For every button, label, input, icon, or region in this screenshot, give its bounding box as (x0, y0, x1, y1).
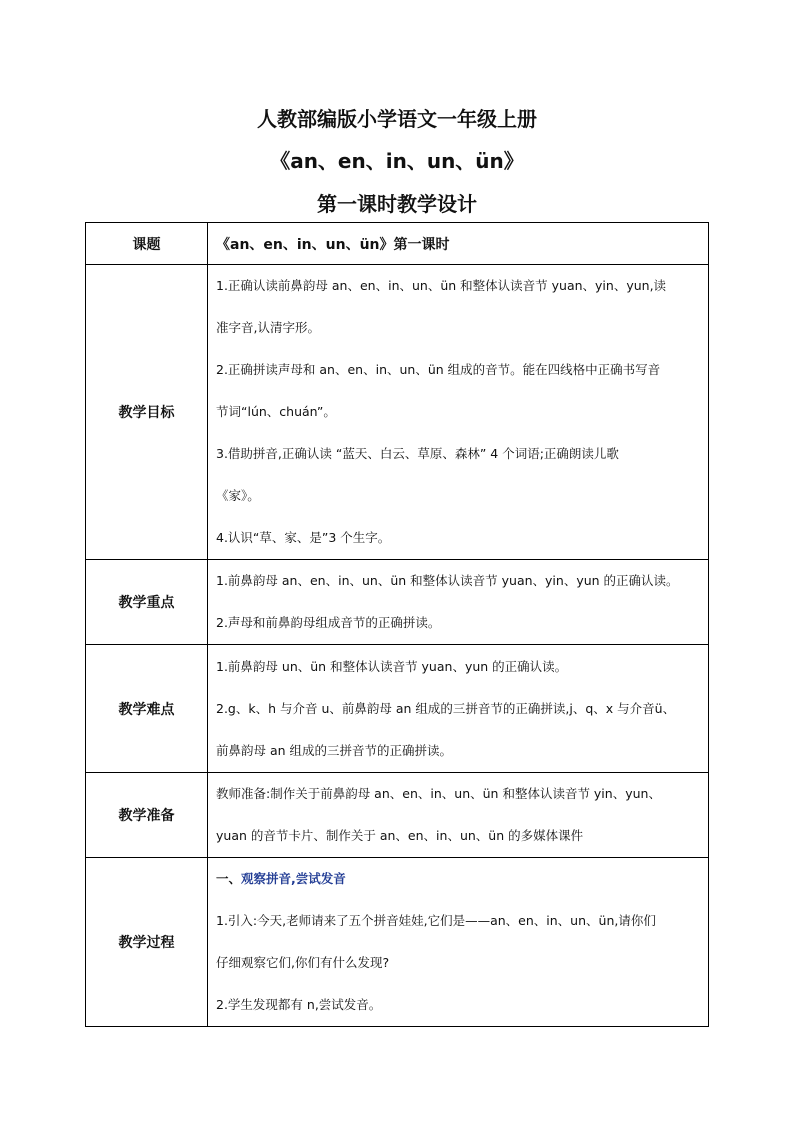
objective-line: 1.正确认读前鼻韵母 an、en、in、un、ün 和整体认读音节 yuan、yin、yun,读 (216, 278, 667, 293)
title-line-1: 人教部编版小学语文一年级上册 (257, 107, 537, 131)
difficulties-content (208, 645, 709, 773)
objectives-content (208, 265, 709, 560)
difficulty-line: 2.g、k、h 与介音 u、前鼻韵母 an 组成的三拼音节的正确拼读,j、q、x 与介音ü、 (216, 700, 676, 716)
difficulty-line: 前鼻韵母 an 组成的三拼音节的正确拼读。 (216, 742, 453, 758)
key-point-line: 2.声母和前鼻韵母组成音节的正确拼读。 (216, 615, 441, 630)
row-key-points (86, 560, 709, 645)
process-section-title: 观察拼音,尝试发音 (241, 871, 346, 886)
process-section-number: 一、 (216, 871, 242, 886)
objective-line: 4.认识“草、家、是”3 个生字。 (216, 530, 391, 545)
process-content (208, 858, 709, 1027)
preparation-label: 教学准备 (86, 773, 208, 858)
title-line-2: 《an、en、in、un、ün》 (270, 149, 524, 173)
process-label: 教学过程 (86, 858, 208, 1027)
key-point-line: 1.前鼻韵母 an、en、in、un、ün 和整体认读音节 yuan、yin、yun 的正确认读。 (216, 573, 679, 588)
row-process (86, 858, 709, 1027)
objective-line: 2.正确拼读声母和 an、en、in、un、ün 组成的音节。能在四线格中正确书写音 (216, 362, 661, 377)
row-difficulties (86, 645, 709, 773)
difficulties-label: 教学难点 (86, 645, 208, 773)
objectives-label: 教学目标 (86, 265, 208, 560)
lesson-plan-table (85, 222, 709, 1027)
title-line-3: 第一课时教学设计 (317, 192, 477, 216)
topic-label: 课题 (86, 223, 208, 265)
preparation-content (208, 773, 709, 858)
objective-line: 准字音,认清字形。 (216, 320, 320, 335)
objective-line: 3.借助拼音,正确认读 “蓝天、白云、草原、森林” 4 个词语;正确朗读儿歌 (216, 446, 619, 461)
key-points-label: 教学重点 (86, 560, 208, 645)
key-points-content (208, 560, 709, 645)
process-section-heading (216, 858, 702, 900)
difficulty-line: 1.前鼻韵母 un、ün 和整体认读音节 yuan、yun 的正确认读。 (216, 658, 568, 674)
process-line: 2.学生发现都有 n,尝试发音。 (216, 997, 382, 1012)
row-preparation (86, 773, 709, 858)
preparation-line: 教师准备:制作关于前鼻韵母 an、en、in、un、ün 和整体认读音节 yin、yun、 (216, 786, 661, 801)
process-line: 1.引入:今天,老师请来了五个拼音娃娃,它们是——an、en、in、un、ün,请你们 (216, 913, 656, 928)
objective-line: 《家》。 (216, 488, 260, 503)
preparation-line: yuan 的音节卡片、制作关于 an、en、in、un、ün 的多媒体课件 (216, 828, 584, 843)
row-topic (86, 223, 709, 265)
objective-line: 节词“lún、chuán”。 (216, 404, 336, 419)
process-line: 仔细观察它们,你们有什么发现? (216, 955, 390, 970)
row-objectives (86, 265, 709, 560)
topic-value: 《an、en、in、un、ün》第一课时 (208, 223, 709, 265)
